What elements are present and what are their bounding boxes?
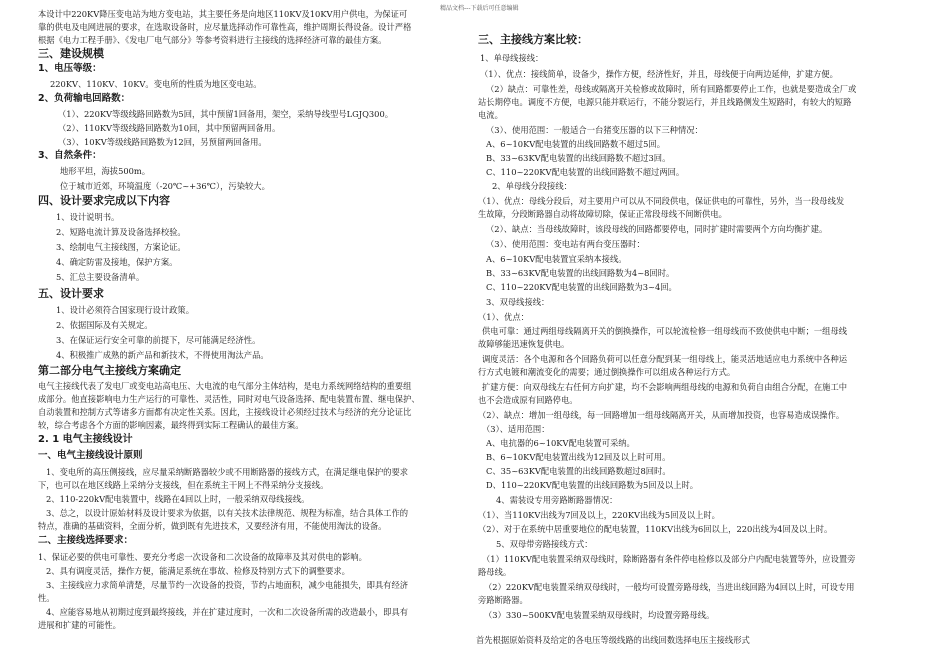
- text-line: C、110~220KV配电装置的出线回路数不超过两回。: [486, 167, 685, 177]
- text-line: （3）330~500KV配电装置采纳双母线时，均设置旁路母线。: [484, 610, 715, 620]
- text-line: 靠的供电及电网进展的要求，在选取设备时，应尽量选择动作可靠性高，维护周期长得设备。设计严格: [38, 22, 412, 32]
- text-line: （3）、使用范围：一般适合一台猪变压器的以下三种情况：: [486, 125, 703, 135]
- text-line: 3、主接线应力求简单清楚，尽量节约一次设备的投资，节约占地面积，减少电能损失，即具有经济: [46, 580, 409, 590]
- text-line: （2）、对于在系统中居重要地位的配电装置，110KV出线为6回以上，220出线为4回及以上时。: [478, 524, 833, 534]
- text-line: 4、确定防雷及接地，保护方案。: [56, 257, 178, 267]
- text-line: 供电可靠：通过两组母线隔离开关的倒换操作，可以轮流检修一组母线而不致使供电中断；一组母线: [482, 326, 848, 336]
- text-line: 5、双母带旁路接线方式：: [496, 539, 593, 549]
- text-line: 4、应能容易地从初期过度到最终接线，并在扩建过度时，一次和二次设备所需的改造最小，即具有: [46, 607, 409, 617]
- text-line: 也不会造成原有回路停电。: [478, 395, 578, 405]
- text-line: B、33~63KV配电装置的出线回路数为4~8回时。: [486, 268, 675, 278]
- subsection-heading: 2. 1 电气主接线设计: [38, 434, 133, 445]
- text-line: A、6~10KV配电装置宜采纳本接线。: [486, 254, 627, 264]
- text-line: 1、设计说明书。: [56, 212, 120, 222]
- text-line: 2、具有调度灵活，操作方便，能满足系统在事故、检修及特别方式下的调整要求。: [46, 566, 350, 576]
- subsection-heading: 一、电气主接线设计原则: [38, 450, 143, 461]
- section-heading: 四、设计要求完成以下内容: [38, 194, 170, 207]
- text-line: B、6~10KV配电装置出线为12回及以上时可用。: [486, 452, 671, 462]
- text-line: （2）、110KV等级线路回路数为10回，其中预留两回备用。: [58, 123, 281, 133]
- text-line: 路母线。: [478, 567, 512, 577]
- subsection-heading: 3、自然条件：: [38, 150, 102, 161]
- text-line: 站长期停电。调度不方便，电源只能并联运行，不能分裂运行，并且线路侧发生短路时，有较大的短路: [478, 97, 852, 107]
- section-heading: 五、设计要求: [38, 287, 104, 300]
- text-line: （2）、缺点：增加一组母线，每一回路增加一组母线隔离开关，从而增加投资，也容易造成误操作。: [478, 410, 845, 420]
- text-line: 成部分。他直接影响电力生产运行的可靠性、灵活性，同时对电气设备选择、配电装置布置、继电保护、: [38, 394, 420, 404]
- section-heading: 三、建设规模: [38, 47, 104, 60]
- text-line: 特点，准确的基础资料，全面分析，做到既有先进技术，又要经济有用，不能使用淘汰的设备。: [38, 521, 387, 531]
- text-line: 自动装置和控制方式等诸多方面都有决定性关系。因此，主接线设计必须经过技术与经济的充分论证比: [38, 407, 412, 417]
- text-line: （3）、10KV等级线路回路数为12回，另预留两回备用。: [58, 137, 267, 147]
- text-line: 进展和扩建的可能性。: [38, 620, 121, 630]
- text-line: （3）、使用范围：变电站有两台变压器时：: [486, 239, 645, 249]
- text-line: C、35~63KV配电装置的出线回路数超过8回时。: [486, 466, 671, 476]
- text-line: （3）、适用范围：: [482, 424, 550, 434]
- text-line: 2、依据国际及有关规定。: [56, 320, 153, 330]
- text-line: （1）、220KV等级线路回路数为5回，其中预留1回备用，架空，采纳导线型号LGJQ300。: [58, 109, 394, 119]
- text-line: 位于城市近郊，环境温度（-20℃~+36℃），污染较大。: [60, 181, 270, 191]
- text-line: 4、积极推广成熟的新产品和新技术，不得使用淘汰产品。: [56, 350, 269, 360]
- text-line: 本设计中220KV降压变电站为地方变电站，其主要任务是向地区110KV及10KV用户供电，为保证可: [38, 9, 408, 19]
- section-heading: 第二部分电气主接线方案确定: [38, 364, 181, 377]
- text-line: （2）缺点：可靠性差，母线或隔离开关检修或故障时，所有回路都要停止工作，也就是要造成全厂或: [486, 84, 857, 94]
- text-line: 旁路断路器。: [478, 595, 528, 605]
- text-line: A、6~10KV配电装置的出线回路数不超过5回。: [486, 139, 666, 149]
- text-line: 性。: [38, 593, 55, 603]
- text-line: 1、变电所的高压侧接线，应尽量采纳断路器较少或不用断路器的接线方式，在满足继电保护的要求: [46, 467, 409, 477]
- text-line: 根据《电力工程手册》、《发电厂电气部分》等参考资料进行主接线的选择经济可靠的最佳方案。: [38, 35, 387, 45]
- text-line: 1、保证必要的供电可靠性、要充分考虑一次设备和二次设备的故障率及其对供电的影响。: [38, 552, 367, 562]
- text-line: （2）、缺点：当母线故障时，该段母线的回路都要停电，同时扩建时需要两个方向均衡扩建。: [486, 224, 828, 234]
- text-line: （1）、优点：母线分段后，对主要用户可以从不同段供电，保证供电的可靠性，另外，当一段母线发: [478, 196, 845, 206]
- text-line: 电气主接线代表了发电厂或变电站高电压、大电流的电气部分主体结构，是电力系统网络结构的重要组: [38, 381, 412, 391]
- text-line: 5、汇总主要设备清单。: [56, 272, 145, 282]
- text-line: （1）110KV配电装置采纳双母线时，除断路器有条件停电检修以及部分户内配电装置等外，应设置旁: [482, 554, 856, 564]
- text-line: D、110~220KV配电装置的出线回路数为5回及以上时。: [486, 480, 699, 490]
- text-line: 2、单母线分段接线：: [492, 181, 572, 191]
- text-line: 电流。: [478, 110, 503, 120]
- text-line: 1、单母线接线：: [480, 53, 544, 63]
- subsection-heading: 1、电压等级：: [38, 63, 102, 74]
- text-line: 较，综合考虑各个方面的影响因素，最终得到实际工程确认的最佳方案。: [38, 420, 304, 430]
- section-heading: 三、主接线方案比较：: [478, 33, 588, 46]
- text-line: 首先根据原始资料及给定的各电压等级线路的出线回数选择电压主接线形式: [476, 635, 750, 645]
- text-line: （2）220KV配电装置采纳双母线时，一般均可设置旁路母线，当进出线回路为4回以上时，可设专用: [484, 582, 855, 592]
- subsection-heading: 二、主接线选择要求：: [38, 535, 134, 546]
- text-line: 1、设计必须符合国家现行设计政策。: [56, 305, 195, 315]
- text-line: 2、110-220kV配电装置中，线路在4回以上时，一般采纳双母线接线。: [46, 494, 310, 504]
- text-line: 3、总之，以设计原始材料及设计要求为依据，以有关技术法律规范、规程为标准，结合具体工作的: [46, 508, 409, 518]
- text-line: 行方式电镀和潮流变化的需要；通过倒换操作可以组成各种运行方式。: [478, 367, 736, 377]
- text-line: 下，也可以在地区线路上采纳分支接线，但在系统主干网上不得采纳分支接线。: [38, 480, 329, 490]
- text-line: C、110~220KV配电装置的出线回路数为3~4回。: [486, 282, 677, 292]
- text-line: （1）、当110KV出线为7回及以上，220KV出线为5回及以上时。: [478, 510, 720, 520]
- text-line: A、电抗器的6~10KV配电装置可采纳。: [486, 438, 635, 448]
- text-line: 故障够能迅速恢复供电。: [478, 339, 570, 349]
- text-line: 3、绘制电气主接线图，方案论证。: [56, 242, 186, 252]
- subsection-heading: 2、负荷输电回路数：: [38, 93, 131, 104]
- text-line: B、33~63KV配电装置的出线回路数不超过3回。: [486, 153, 671, 163]
- page-header-note: 精品文档---下载后可任意编辑: [440, 5, 519, 12]
- text-line: 2、短路电流计算及设备选择校验。: [56, 227, 186, 237]
- text-line: 220KV、110KV、10KV。变电所的性质为地区变电站。: [50, 79, 262, 89]
- text-line: （1）、优点：: [478, 312, 529, 322]
- text-line: 地形平坦，海拔500m。: [60, 166, 151, 176]
- text-line: 生故障，分段断路器自动将故障切除，保证正常段母线不间断供电。: [478, 209, 727, 219]
- text-line: 扩建方便：向双母线左右任何方向扩建，均不会影响两组母线的电源和负荷自由组合分配，在施工中: [482, 382, 848, 392]
- text-line: 3、双母线接线：: [486, 297, 550, 307]
- text-line: 调度灵活：各个电源和各个回路负荷可以任意分配到某一组母线上，能灵活地适应电力系统中各种运: [482, 354, 848, 364]
- text-line: 4、需装设专用旁路断路器情况：: [496, 495, 618, 505]
- text-line: 3、在保证运行安全可靠的前提下，尽可能满足经济性。: [56, 335, 261, 345]
- text-line: （1）、优点：接线简单，设备少，操作方便，经济性好，并且，母线便于向两边延伸，扩建方便。: [480, 69, 838, 79]
